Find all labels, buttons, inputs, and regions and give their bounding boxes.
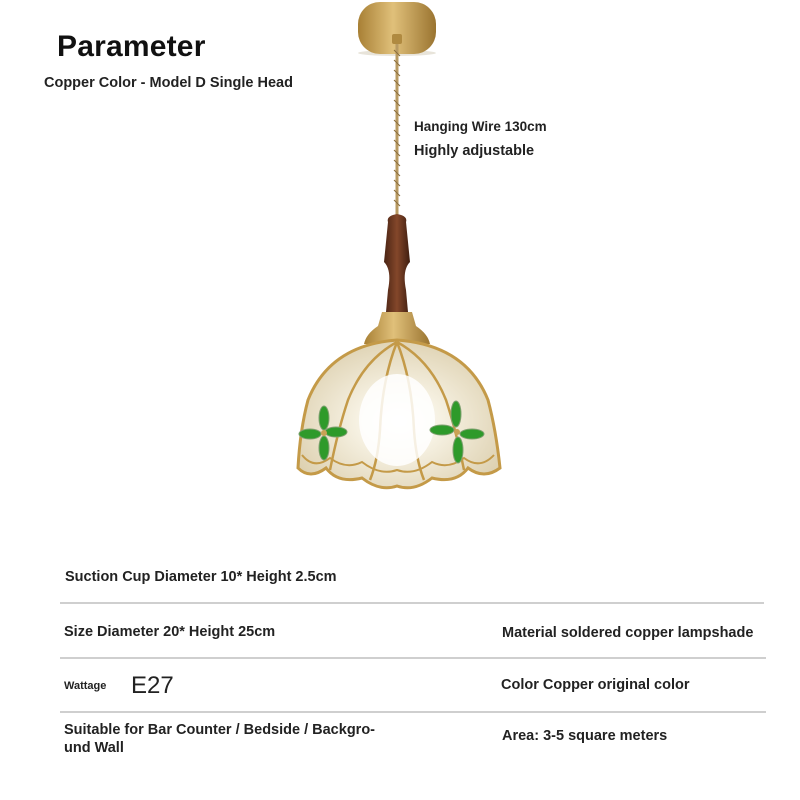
pendant-lamp-icon bbox=[290, 0, 520, 500]
suitable-spec bbox=[64, 721, 375, 757]
wattage-value: E27 bbox=[131, 672, 174, 699]
area-spec: Area: 3-5 square meters bbox=[502, 728, 668, 744]
divider bbox=[60, 711, 766, 713]
color-spec: Color Copper original color bbox=[501, 677, 690, 693]
model-subtitle: Copper Color - Model D Single Head bbox=[44, 75, 293, 91]
suitable-spec-line1: Suitable for Bar Counter / Bedside / Backgro- bbox=[64, 722, 375, 738]
wattage-label: Wattage bbox=[64, 680, 107, 692]
hanging-wire-length: Hanging Wire 130cm bbox=[414, 119, 547, 134]
wire-adjustable-note: Highly adjustable bbox=[414, 143, 535, 159]
divider bbox=[60, 657, 766, 659]
suitable-spec-line2: und Wall bbox=[64, 740, 124, 756]
size-spec: Size Diameter 20* Height 25cm bbox=[64, 624, 276, 640]
divider bbox=[60, 602, 764, 604]
page-title: Parameter bbox=[57, 30, 206, 63]
material-spec: Material soldered copper lampshade bbox=[502, 625, 754, 641]
suction-cup-spec: Suction Cup Diameter 10* Height 2.5cm bbox=[65, 569, 337, 585]
